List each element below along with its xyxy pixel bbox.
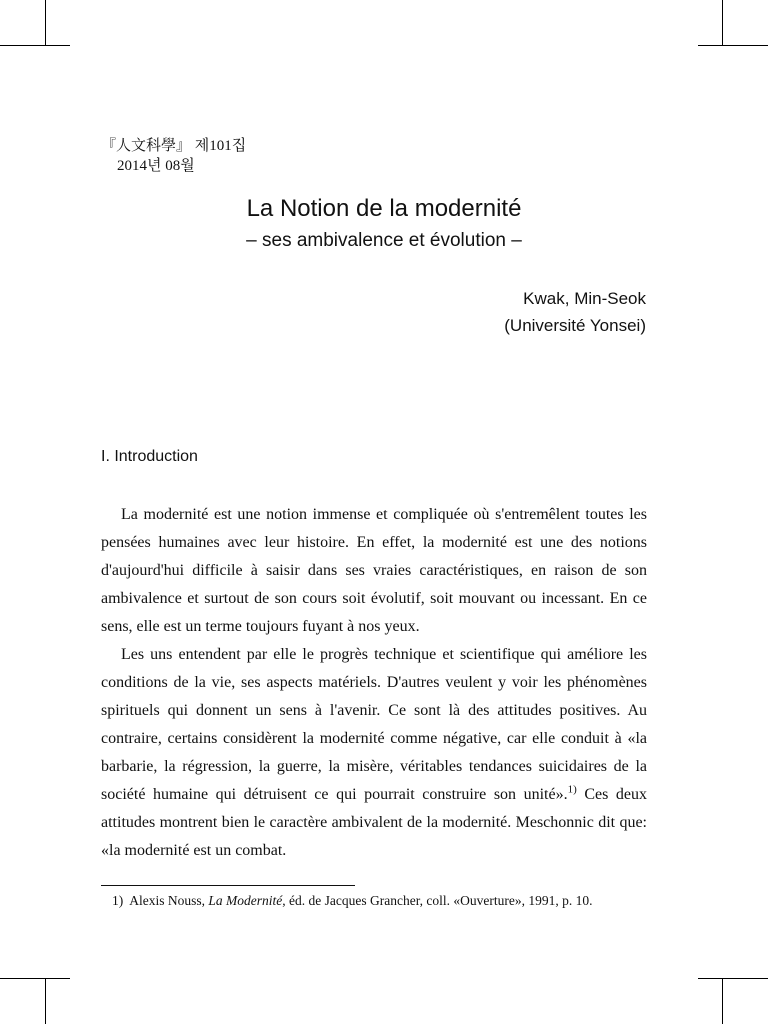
date-line: 2014년 08월	[117, 158, 195, 174]
body-text	[101, 501, 647, 865]
footnote-author: Alexis Nouss,	[129, 893, 209, 908]
crop-mark	[45, 0, 46, 45]
crop-mark	[0, 45, 70, 46]
footnote-number: 1)	[112, 893, 124, 908]
crop-mark	[45, 979, 46, 1024]
footnote-details: , éd. de Jacques Grancher, coll. «Ouverture», 1991, p. 10.	[282, 893, 593, 908]
footnote	[112, 893, 593, 909]
footnote-rule	[101, 885, 355, 886]
author-name: Kwak, Min-Seok	[523, 289, 646, 308]
author-block	[504, 285, 646, 339]
paragraph: La modernité est une notion immense et compliquée où s'entremêlent toutes les pensées humaines avec leur histoire. En effet, la modernité est une des notions d'aujourd'hui difficile à saisir dans ses vraies caractéristiques, en raison de son ambivalence et surtout de son cours soit évolutif, soit mouvant ou incessant. En ce sens, elle est un terme toujours fuyant à nos yeux.	[101, 506, 647, 635]
paper-title: La Notion de la modernité	[246, 195, 522, 222]
paper-subtitle: – ses ambivalence et évolution –	[246, 230, 522, 251]
author-affiliation: (Université Yonsei)	[504, 316, 646, 335]
paragraph-text: Ces deux attitudes montrent bien le caractère ambivalent de la modernité. Meschonnic dit que: «la modernité est un combat.	[101, 786, 648, 859]
crop-mark	[698, 978, 768, 979]
footnote-work-title: La Modernité	[208, 893, 283, 908]
crop-mark	[0, 978, 70, 979]
paragraph	[101, 641, 647, 865]
journal-header	[101, 136, 246, 176]
section-heading: I. Introduction	[101, 448, 198, 465]
journal-line: 『人文科學』 제101집	[101, 138, 247, 154]
footnote-reference[interactable]: 1)	[567, 783, 577, 796]
crop-mark	[722, 0, 723, 45]
crop-mark	[722, 979, 723, 1024]
crop-mark	[698, 45, 768, 46]
paragraph-text: Les uns entendent par elle le progrès technique et scientifique qui améliore les conditions de la vie, ses aspects matériels. D'autres veulent y voir les phénomènes spirituels qui donnent un sens à l'avenir. Ce sont là des attitudes positives. Au contraire, certains considèrent la modernité comme négative, car elle conduit à «la barbarie, la régression, la guerre, la misère, véritables tendances suicidaires de la société humaine qui détruisent ce qui pourrait construire son unité».	[101, 646, 647, 803]
